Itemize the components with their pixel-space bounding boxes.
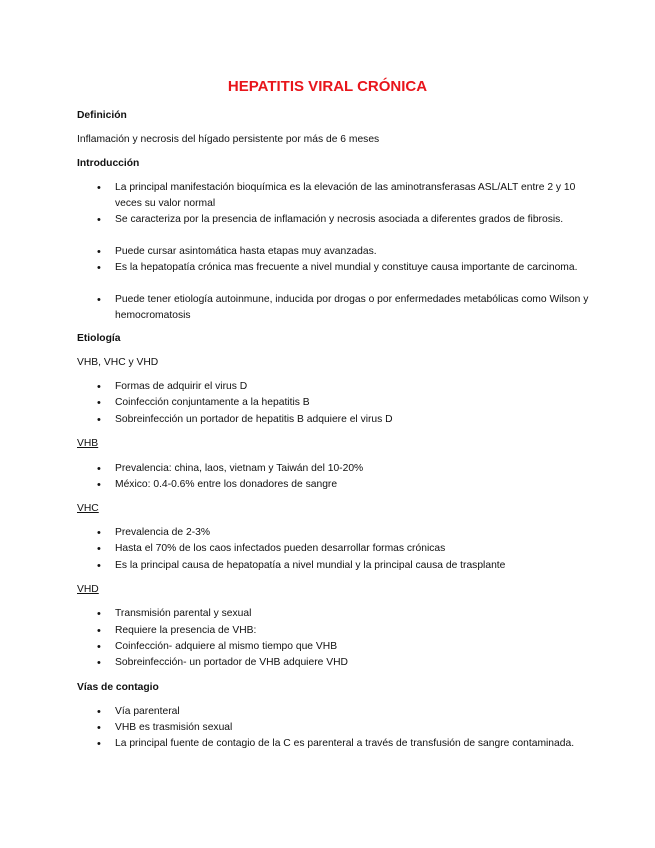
list-item bbox=[97, 720, 595, 736]
list-item bbox=[97, 292, 595, 324]
list-item bbox=[97, 379, 595, 395]
heading-definicion: Definición bbox=[77, 110, 127, 121]
list-item-text: • Formas de adquirir el virus D bbox=[115, 381, 248, 392]
list-item-text: • Vía parenteral bbox=[115, 706, 180, 717]
list-item-text: • Es la hepatopatía crónica mas frecuente a nivel mundial y constituye causa importante de carcinoma. bbox=[115, 262, 578, 273]
list-item bbox=[97, 541, 595, 557]
heading-introduccion: Introducción bbox=[77, 158, 140, 169]
list-item bbox=[97, 461, 595, 477]
list-item bbox=[97, 623, 595, 639]
list-item bbox=[97, 558, 615, 574]
list-item-text: • México: 0.4-0.6% entre los donadores de sangre bbox=[115, 479, 338, 490]
list-item bbox=[97, 244, 595, 260]
list-item-text: • Sobreinfección- un portador de VHB adquiere VHD bbox=[115, 657, 348, 668]
heading-vias-contagio: Vías de contagio bbox=[77, 682, 159, 693]
list-item-text: • Coinfección conjuntamente a la hepatitis B bbox=[115, 397, 310, 408]
heading-vhb: VHB bbox=[77, 438, 99, 449]
heading-vhc: VHC bbox=[77, 503, 99, 514]
list-item bbox=[97, 704, 595, 720]
list-item-text: • Prevalencia: china, laos, vietnam y Taiwán del 10-20% bbox=[115, 463, 364, 474]
list-item-text: • Prevalencia de 2-3% bbox=[115, 527, 211, 538]
list-item-text: • Requiere la presencia de VHB: bbox=[115, 625, 257, 636]
etiologia-subheading: VHB, VHC y VHD bbox=[77, 357, 159, 368]
list-item bbox=[97, 395, 595, 411]
list-item bbox=[97, 639, 595, 655]
list-item bbox=[97, 655, 595, 671]
list-item-text: • Transmisión parental y sexual bbox=[115, 608, 252, 619]
list-item bbox=[97, 525, 595, 541]
list-item bbox=[97, 412, 595, 428]
definicion-text: Inflamación y necrosis del hígado persistente por más de 6 meses bbox=[77, 134, 380, 145]
heading-vhd: VHD bbox=[77, 584, 99, 595]
list-item bbox=[97, 736, 595, 752]
heading-etiologia: Etiología bbox=[77, 333, 121, 344]
list-item-text: • Se caracteriza por la presencia de inflamación y necrosis asociada a diferentes grados de fibrosis. bbox=[115, 214, 564, 225]
list-item-text: • Sobreinfección un portador de hepatitis B adquiere el virus D bbox=[115, 414, 393, 425]
list-item-text: • Puede cursar asintomática hasta etapas muy avanzadas. bbox=[115, 246, 377, 257]
list-item-text: • La principal manifestación bioquímica es la elevación de las aminotransferasas ASL/ALT entre 2 y 10 veces su valor normal bbox=[115, 182, 576, 209]
page-title: HEPATITIS VIRAL CRÓNICA bbox=[227, 78, 428, 95]
list-item-text: • Hasta el 70% de los caos infectados pueden desarrollar formas crónicas bbox=[115, 543, 446, 554]
list-item-text: • VHB es trasmisión sexual bbox=[115, 722, 233, 733]
list-item-text: • Puede tener etiología autoinmune, inducida por drogas o por enfermedades metabólicas como Wilson y hemocromatosis bbox=[115, 294, 589, 321]
list-item-text: • Coinfección- adquiere al mismo tiempo que VHB bbox=[115, 641, 338, 652]
list-item bbox=[97, 212, 595, 228]
list-item-text: • Es la principal causa de hepatopatía a nivel mundial y la principal causa de trasplante bbox=[115, 560, 506, 571]
list-item bbox=[97, 477, 595, 493]
list-item-text: • La principal fuente de contagio de la C es parenteral a través de transfusión de sangre contaminada. bbox=[115, 738, 575, 749]
list-item bbox=[97, 606, 595, 622]
list-item bbox=[97, 180, 595, 212]
list-item bbox=[97, 260, 595, 276]
